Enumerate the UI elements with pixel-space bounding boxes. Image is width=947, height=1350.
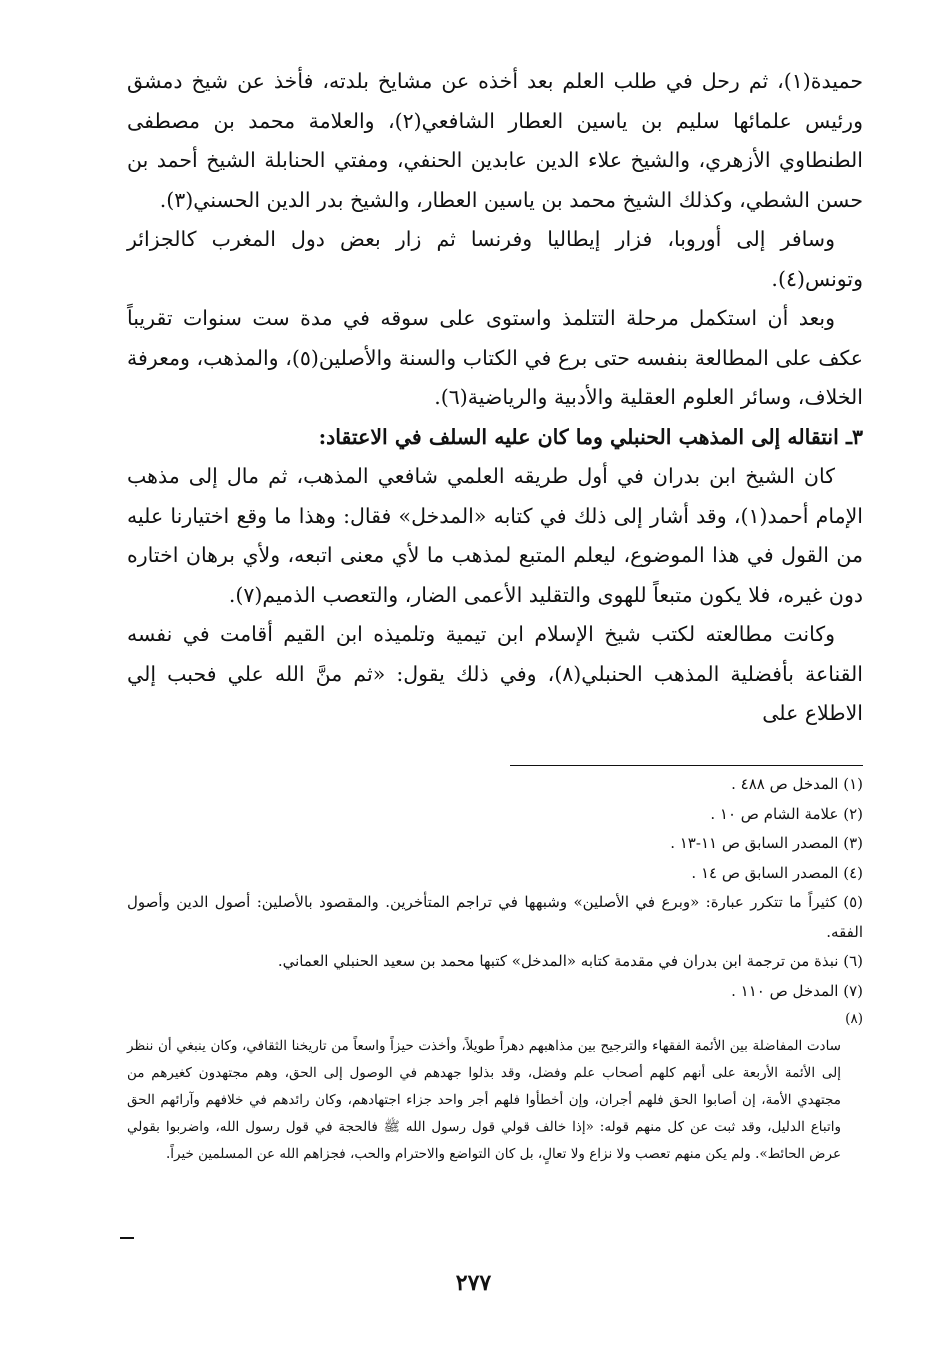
section-heading: ٣ـ انتقاله إلى المذهب الحنبلي وما كان عليه السلف في الاعتقاد: <box>318 424 863 449</box>
continuation-mark <box>120 1237 134 1239</box>
footnote-number: (١) <box>843 775 863 793</box>
footnote-number: (٣) <box>843 834 863 852</box>
footnote-7 <box>127 977 863 1007</box>
footnote-number: (٢) <box>843 804 863 823</box>
footnote-text: نبذة من ترجمة ابن بدران في مقدمة كتابه «المدخل» كتبها محمد بن سعيد الحنبلي العماني. <box>277 952 839 970</box>
footnote-text: سادت المفاضلة بين الأئمة الفقهاء والترجيح بين مذاهبهم دهراً طويلاً، وأخذت حيزاً واسعاً من تاريخنا الثقافي، وكان ينبغي أن ننظر إلى الأئمة الأربعة على أنهم كلهم أصحاب علم وفضل، وقد بذلوا جهدهم في الوصول إلى الحق، وهم مجتهدون كغيرهم من مجتهدي الأمة، إن أصابوا الحق فلهم أجران، وإن أخطأوا فلهم أجر واحد جزاء اجتهادهم، وكان رائدهم في خلافهم وآرائهم الحق واتباع الدليل، وقد ثبت عن كل منهم قوله: «إذا خالف قولي قول رسول الله ﷺ فالحجة في قول رسول الله، واضربوا بقولي عرض الحائط». ولم يكن منهم تعصب ولا نزاع ولا تعالٍ، بل كان التواضع والاحترام والحب، فجزاهم الله عن المسلمين خيراً. <box>127 1038 841 1162</box>
footnote-number: (٥) <box>843 893 863 911</box>
paragraph-teachers: حميدة(١)، ثم رحل في طلب العلم بعد أخذه عن مشايخ بلدته، فأخذ عن شيخ دمشق ورئيس علمائها سليم بن ياسين العطار الشافعي(٢)، والعلامة محمد بن مصطفى الطنطاوي الأزهري، والشيخ علاء الدين عابدين الحنفي، ومفتي الحنابلة الشيخ أحمد بن حسن الشطي، وكذلك الشيخ محمد بن ياسين العطار، والشيخ بدر الدين الحسني(٣). <box>127 69 863 212</box>
footnote-5 <box>127 888 863 947</box>
footnote-4 <box>127 859 863 889</box>
footnote-number: (٦) <box>843 952 863 970</box>
footnote-8 <box>127 1006 863 1168</box>
page-number: ٢٧٧ <box>455 1270 492 1296</box>
footnote-text: المدخل ص ٤٨٨ . <box>731 775 839 793</box>
footnote-text: علامة الشام ص ١٠ . <box>710 804 839 823</box>
footnote-number: (٧) <box>843 981 863 1000</box>
footnote-3 <box>127 829 863 859</box>
footnote-text: المصدر السابق ص ١٤ . <box>691 863 839 882</box>
footnote-number: (٨) <box>845 1011 863 1027</box>
footnote-6 <box>127 947 863 977</box>
paragraph-ibn-taymiyya: وكانت مطالعته لكتب شيخ الإسلام ابن تيمية وتلميذه ابن القيم أقامت في نفسه القناعة بأفضلية المذهب الحنبلي(٨)، وفي ذلك يقول: «ثم منَّ الله علي فحبب إلي الاطلاع على <box>127 622 863 725</box>
footnote-2 <box>127 800 863 830</box>
main-text <box>127 62 863 734</box>
paragraph-self-study: وبعد أن استكمل مرحلة التتلمذ واستوى على سوقه في مدة ست سنوات تقريباً عكف على المطالعة بنفسه حتى برع في الكتاب والسنة والأصلين(٥)، والمذهب، ومعرفة الخلاف، وسائر العلوم العقلية والأدبية والرياضية(٦). <box>127 306 864 409</box>
footnote-text: المصدر السابق ص ١١-١٣ . <box>670 834 839 852</box>
footnote-1 <box>127 770 863 800</box>
footnotes <box>127 770 863 1168</box>
footnote-number: (٤) <box>843 863 863 882</box>
paragraph-madhhab: كان الشيخ ابن بدران في أول طريقه العلمي شافعي المذهب، ثم مال إلى مذهب الإمام أحمد(١)، وقد أشار إلى ذلك في كتابه «المدخل» فقال: وهذا ما وقع اختيارنا عليه من القول في هذا الموضوع، ليعلم المتبع لمذهب ما لأي معنى اتبعه، ولأي برهان اختاره دون غيره، فلا يكون متبعاً للهوى والتقليد الأعمى الضار، والتعصب الذميم(٧). <box>127 464 863 607</box>
footnote-text: المدخل ص ١١٠ . <box>731 981 839 1000</box>
footnote-text: كثيراً ما تتكرر عبارة: «وبرع في الأصلين» وشبهها في تراجم المتأخرين. والمقصود بالأصلين: أصول الدين وأصول الفقه. <box>127 893 863 941</box>
footnote-separator <box>510 765 863 766</box>
paragraph-travel: وسافر إلى أوروبا، فزار إيطاليا وفرنسا ثم زار بعض دول المغرب كالجزائر وتونس(٤). <box>127 227 863 291</box>
